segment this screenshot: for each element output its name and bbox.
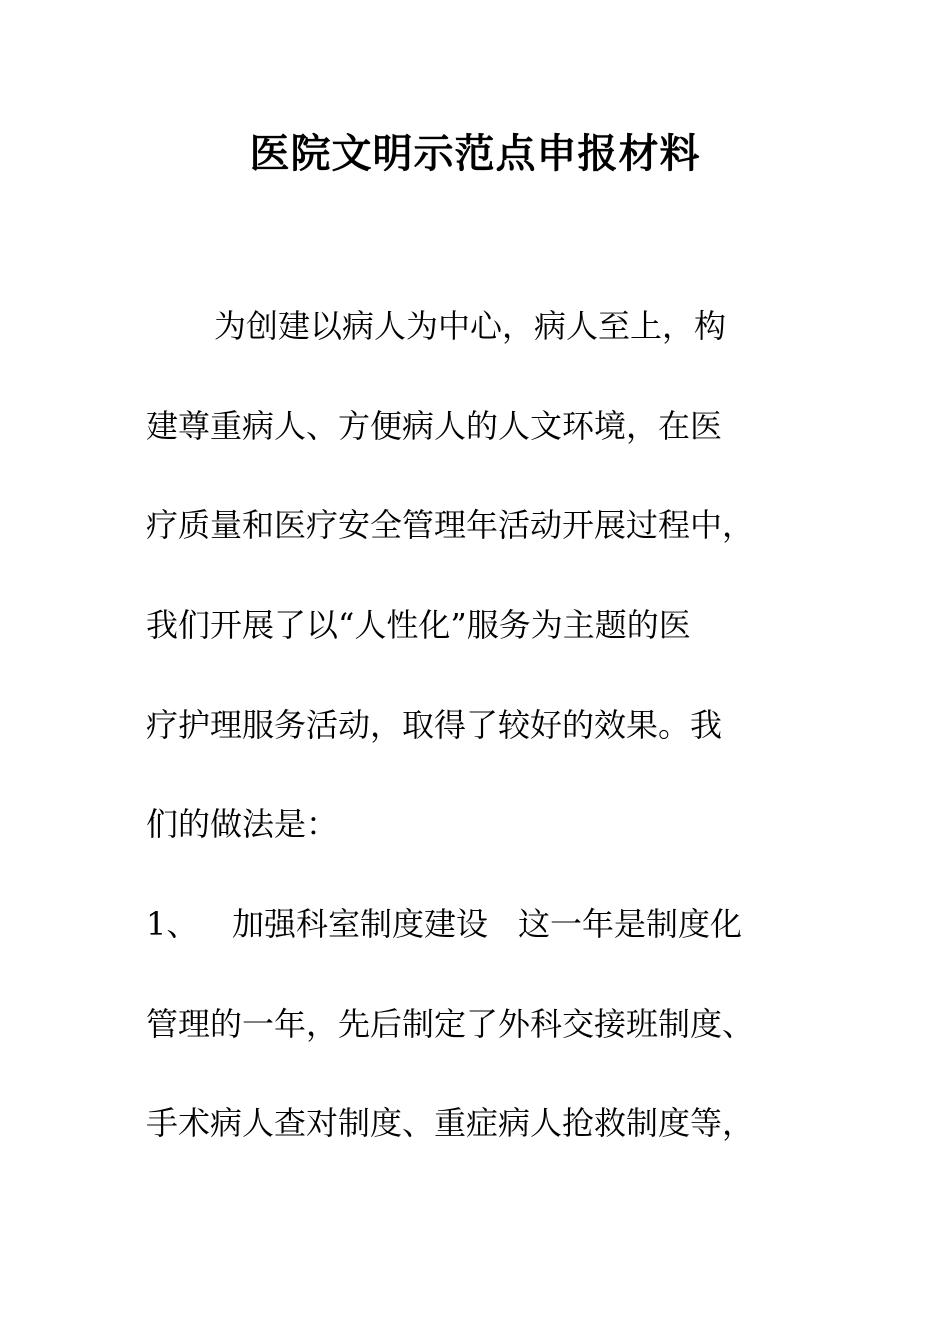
list-item-line — [146, 902, 806, 946]
paragraph-line: 为创建以病人为中心，病人至上，构 — [214, 307, 727, 345]
paragraph-line: 管理的一年，先后制定了外科交接班制度、 — [146, 1005, 755, 1043]
list-item-text: 这一年是制度化 — [518, 905, 743, 943]
paragraph-line: 建尊重病人、方便病人的人文环境，在医 — [146, 407, 723, 445]
paragraph-line: 我们开展了以“人性化”服务为主题的医 — [146, 606, 691, 644]
paragraph-line: 们的做法是： — [146, 805, 339, 843]
list-item-number: 1、 — [146, 905, 199, 943]
paragraph-line: 疗质量和医疗安全管理年活动开展过程中， — [146, 506, 755, 544]
paragraph-line: 手术病人查对制度、重症病人抢救制度等， — [146, 1104, 755, 1142]
list-item-heading: 加强科室制度建设 — [232, 905, 489, 943]
paragraph-line: 疗护理服务活动，取得了较好的效果。我 — [146, 706, 723, 744]
document-title: 医院文明示范点申报材料 — [249, 130, 701, 177]
